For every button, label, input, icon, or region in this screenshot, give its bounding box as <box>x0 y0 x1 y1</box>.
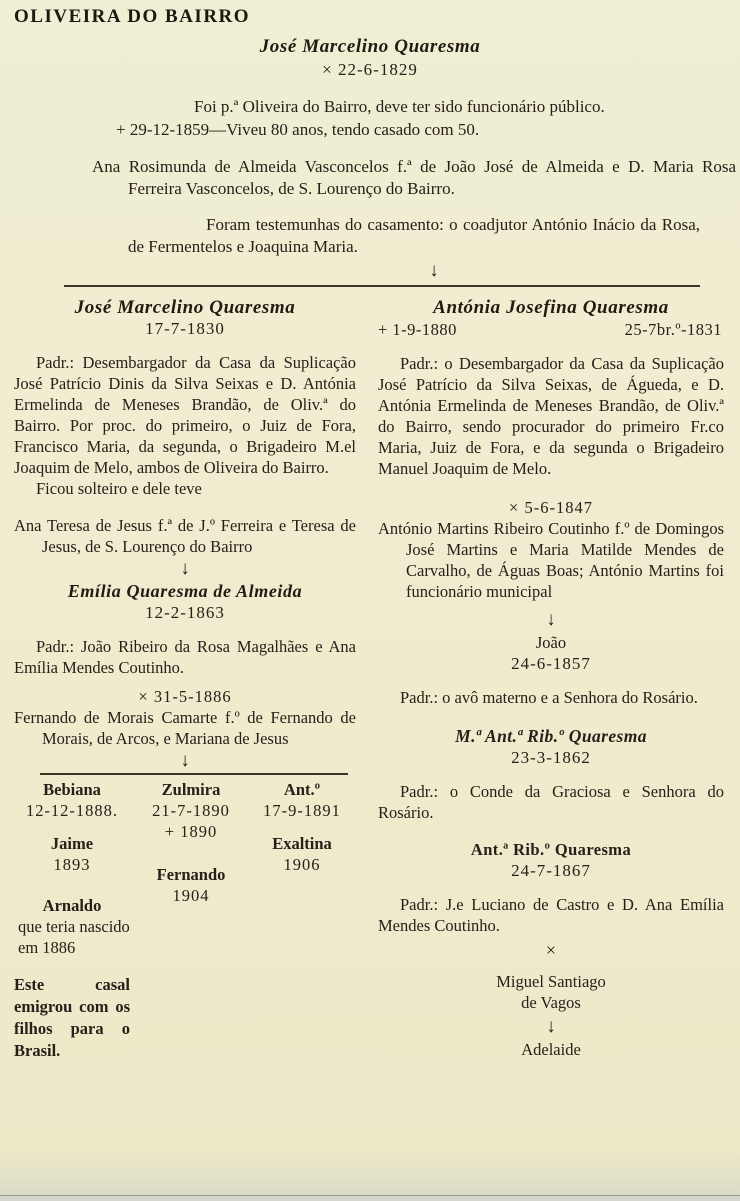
grandchild-date: 21-7-1890 <box>152 801 230 820</box>
miguel-santiago-name: Miguel Santiago <box>496 972 606 991</box>
grandchild-name: Ant.º <box>283 780 321 799</box>
antonia-ribeiro-godparents-paragraph: Padr.: J.e Luciano de Castro e D. Ana Emília Mendes Coutinho. <box>378 895 724 935</box>
emilia-name: Emília Quaresma de Almeida <box>67 581 303 601</box>
joao-birth-date: 24-6-1857 <box>511 654 591 673</box>
maria-antonia-godparents-paragraph: Padr.: o Conde da Graciosa e Senhora do Rosário. <box>378 782 724 822</box>
left-child-birth-date: 17-7-1830 <box>145 319 225 338</box>
down-arrow-icon: ↓ <box>180 750 190 771</box>
root-death-note: + 29-12-1859—Viveu 80 anos, tendo casado com 50. <box>116 120 480 139</box>
right-child-birth-date: 25-7br.º-1831 <box>624 320 722 339</box>
emilia-godparents-paragraph: Padr.: João Ribeiro da Rosa Magalhães e Ana Emília Mendes Coutinho. <box>14 637 356 677</box>
right-child-death-date: + 1-9-1880 <box>378 320 457 339</box>
grandchild-name: Zulmira <box>161 780 221 799</box>
root-couple-section <box>50 36 690 80</box>
root-bio-paragraph: Foi p.ª Oliveira do Bairro, deve ter sido funcionário público. <box>194 97 605 116</box>
emigration-footnote: Este casal emigrou com os filhos para o Brasil. <box>14 975 130 1060</box>
marriage-cross-icon: × <box>545 940 557 960</box>
left-godparents-paragraph: Padr.: Desembargador da Casa da Suplicação José Patrício Dinis da Silva Seixas e D. Antónia Ermelinda de Meneses Brandão, de Oliv.ª do Bairro. Por proc. do primeiro, o Juiz de Fora, Francisco Maria, da segunda, o Brigadeiro M.el Joaquim de Melo, ambos de Oliveira do Bairro. <box>14 353 356 477</box>
right-spouse-paragraph: António Martins Ribeiro Coutinho f.º de Domingos José Martins e Maria Matilde Mendes de Carvalho, de Águas Boas; António Martins foi funcionário municipal <box>378 519 724 601</box>
grandchild-name: Fernando <box>156 865 226 884</box>
root-person-name: José Marcelino Quaresma <box>259 36 481 57</box>
root-marriage-date: × 22-6-1829 <box>322 60 418 79</box>
left-partner-paragraph: Ana Teresa de Jesus f.ª de J.º Ferreira e Teresa de Jesus, de S. Lourenço do Bairro <box>14 516 356 556</box>
down-arrow-icon: ↓ <box>546 609 556 630</box>
grandchild-name: Bebiana <box>43 780 101 799</box>
maria-antonia-name: M.ª Ant.ª Rib.º Quaresma <box>455 726 647 746</box>
witnesses-paragraph: Foram testemunhas do casamento: o coadjutor António Inácio da Rosa, de Fermentelos e Joaquina Maria. <box>128 215 700 256</box>
descendants-divider-line <box>40 773 348 775</box>
right-marriage-date: × 5-6-1847 <box>509 498 593 517</box>
grandchild-name: Exaltina <box>272 834 332 853</box>
generation-divider-line <box>64 285 700 287</box>
grandchild-death-date: + 1890 <box>164 822 218 841</box>
grandchildren-column-1 <box>14 779 130 1062</box>
grandchild-note: que teria nascido em 1886 <box>18 917 130 957</box>
right-child-name: Antónia Josefina Quaresma <box>433 297 669 318</box>
grandchild-name: Jaime <box>50 834 94 853</box>
down-arrow-icon: ↓ <box>429 260 439 281</box>
emilia-marriage-date: × 31-5-1886 <box>138 687 232 706</box>
adelaide-name: Adelaide <box>521 1040 581 1059</box>
maria-antonia-birth-date: 23-3-1862 <box>511 748 591 767</box>
joao-godparents-paragraph: Padr.: o avô materno e a Senhora do Rosário. <box>400 688 698 707</box>
right-godparents-paragraph: Padr.: o Desembargador da Casa da Suplicação José Patrício da Silva Seixas, de Águeda, e D. Antónia Ermelinda de Meneses Brandão, de Oliv.ª do Bairro, sendo procurador do primeiro Fr.co Maria, Juiz de Fora, e da segunda o Brigadeiro Manuel Joaquim de Melo. <box>378 354 724 478</box>
grandchildren-column-3 <box>252 779 352 1062</box>
left-column-jose-marcelino <box>14 295 356 1062</box>
grandchild-date: 12-12-1888. <box>25 801 119 820</box>
down-arrow-icon: ↓ <box>546 1016 556 1037</box>
grandchild-date: 1906 <box>283 855 321 874</box>
left-child-name: José Marcelino Quaresma <box>74 297 296 318</box>
grandchild-name: Arnaldo <box>42 896 102 915</box>
scan-bottom-edge <box>0 1195 740 1201</box>
antonia-ribeiro-name: Ant.ª Rib.º Quaresma <box>470 840 632 859</box>
emilia-birth-date: 12-2-1863 <box>145 603 225 622</box>
down-arrow-icon: ↓ <box>180 558 190 579</box>
right-column-antonia-josefina <box>368 295 724 1062</box>
grandchild-date: 17-9-1891 <box>263 801 341 820</box>
grandchildren-column-2 <box>130 779 252 1062</box>
joao-name: João <box>535 633 567 652</box>
emilia-spouse-paragraph: Fernando de Morais Camarte f.º de Fernando de Morais, de Arcos, e Mariana de Jesus <box>14 708 356 748</box>
root-spouse-paragraph: Ana Rosimunda de Almeida Vasconcelos f.ª de João José de Almeida e D. Maria Rosa Ferreira Vasconcelos, de S. Lourenço do Bairro. <box>92 157 736 198</box>
grandchild-date: 1904 <box>172 886 210 905</box>
grandchild-date: 1893 <box>53 855 91 874</box>
right-child-dates <box>378 319 724 340</box>
left-note: Ficou solteiro e dele teve <box>36 479 202 498</box>
antonia-ribeiro-birth-date: 24-7-1867 <box>511 861 591 880</box>
children-columns <box>14 295 726 1062</box>
page-title: OLIVEIRA DO BAIRRO <box>14 6 251 27</box>
miguel-santiago-origin: de Vagos <box>521 993 581 1012</box>
grandchildren-grid <box>14 779 356 1062</box>
